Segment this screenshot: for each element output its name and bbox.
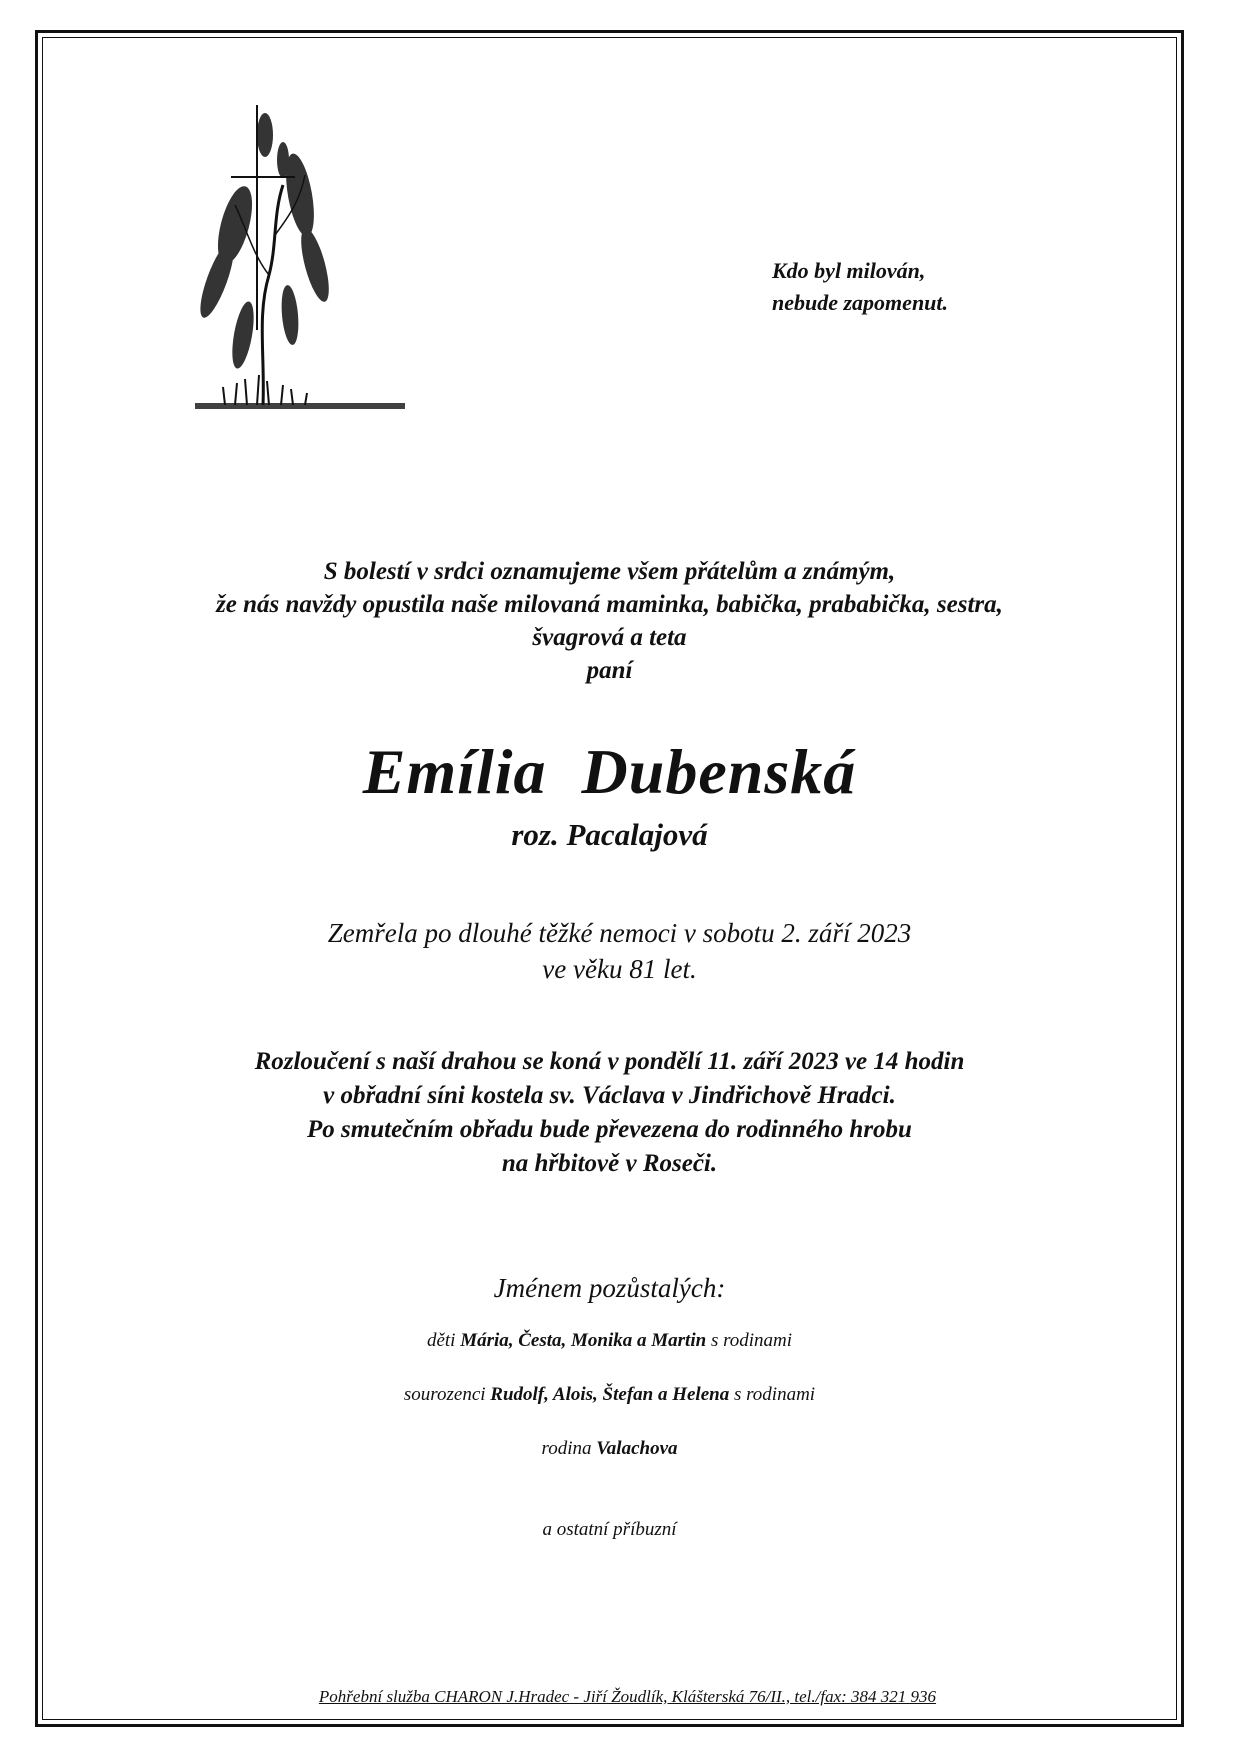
farewell-line: Po smutečním obřadu bude převezena do rodinného hrobu — [307, 1116, 912, 1143]
announcement-intro — [42, 555, 1177, 687]
mourner-names: Mária, Česta, Monika a Martin — [460, 1330, 707, 1351]
maiden-name: roz. Pacalajová — [511, 817, 708, 852]
death-info — [52, 915, 1187, 987]
mourner-line — [42, 1325, 1177, 1379]
death-line: Zemřela po dlouhé těžké nemoci v sobotu 2. září 2023 — [327, 918, 912, 948]
mourner-prefix: děti — [426, 1330, 456, 1351]
mourner-line — [42, 1379, 1177, 1433]
farewell-line: v obřadní síni kostela sv. Václava v Jindřichově Hradci. — [323, 1082, 896, 1109]
intro-line: paní — [586, 657, 633, 684]
death-line: ve věku 81 let. — [542, 954, 697, 984]
mourner-prefix: rodina — [541, 1438, 592, 1459]
mourners-list — [42, 1325, 1177, 1487]
motto — [772, 255, 948, 319]
funeral-service-footer: Pohřební služba CHARON J.Hradec - Jiří Žoudlík, Klášterská 76/II., tel./fax: 384 321 936 — [318, 1687, 937, 1706]
motto-line: nebude zapomenut. — [772, 290, 949, 315]
farewell-line: na hřbitově v Roseči. — [501, 1150, 718, 1177]
deceased-name: Emília Dubenská — [362, 736, 857, 807]
intro-line: švagrová a teta — [532, 624, 687, 651]
intro-line: že nás navždy opustila naše milovaná maminka, babička, prababička, sestra, — [216, 591, 1003, 618]
mourners-heading: Jménem pozůstalých: — [493, 1273, 726, 1303]
farewell-line: Rozloučení s naší drahou se koná v pondělí 11. září 2023 ve 14 hodin — [254, 1048, 965, 1075]
mourner-names: Rudolf, Alois, Štefan a Helena — [490, 1384, 730, 1405]
other-relatives: a ostatní příbuzní — [542, 1519, 677, 1540]
mourner-suffix: s rodinami — [733, 1384, 816, 1405]
mourner-names: Valachova — [596, 1438, 678, 1459]
mourner-line — [42, 1433, 1177, 1487]
mourner-suffix: s rodinami — [710, 1330, 793, 1351]
birch-tree-cross-icon — [195, 105, 455, 455]
intro-line: S bolestí v srdci oznamujeme všem přátelům a známým, — [323, 558, 896, 585]
mourner-prefix: sourozenci — [403, 1384, 486, 1405]
farewell-info — [42, 1045, 1177, 1181]
motto-line: Kdo byl milován, — [772, 258, 926, 283]
